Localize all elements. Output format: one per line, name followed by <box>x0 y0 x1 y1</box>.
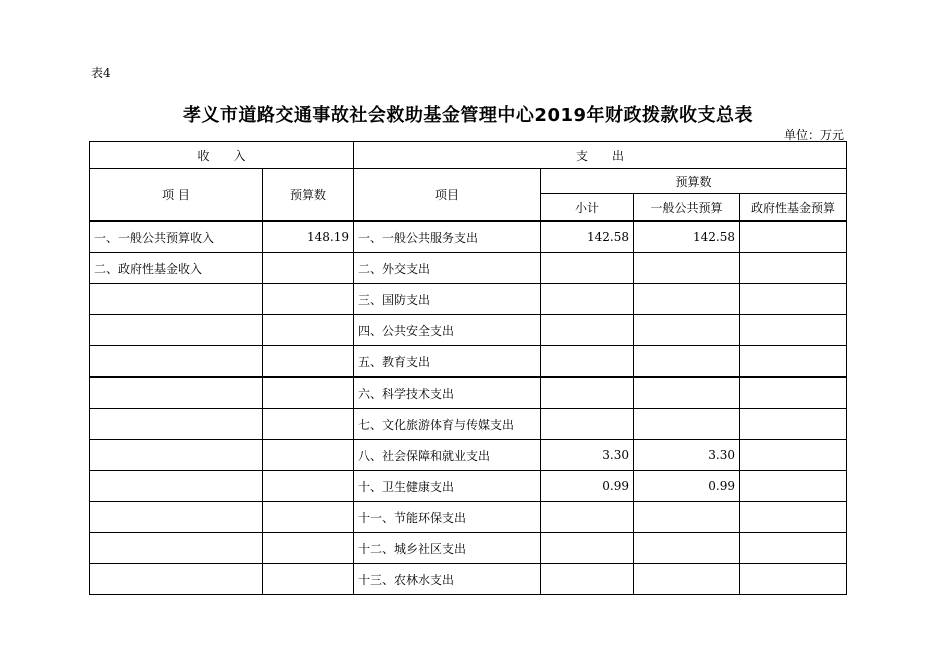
header-row-sections <box>90 142 847 169</box>
income-budget-cell: 148.19 <box>263 221 354 253</box>
income-item-cell <box>90 533 263 564</box>
income-item-cell <box>90 564 263 595</box>
general-budget-cell <box>634 564 740 595</box>
income-budget-cell <box>263 471 354 502</box>
table-row <box>90 253 847 284</box>
general-budget-cell <box>634 409 740 440</box>
subtotal-cell <box>541 315 634 346</box>
income-budget-cell <box>263 502 354 533</box>
subtotal-cell: 142.58 <box>541 221 634 253</box>
general-budget-cell <box>634 533 740 564</box>
expense-item-cell: 一、一般公共服务支出 <box>354 221 541 253</box>
general-budget-header: 一般公共预算 <box>634 194 740 222</box>
income-item-header: 项 目 <box>90 169 263 222</box>
table-row <box>90 409 847 440</box>
gov-fund-budget-cell <box>740 253 847 284</box>
expense-section-header: 支 出 <box>354 142 847 169</box>
expense-item-header: 项目 <box>354 169 541 222</box>
gov-fund-budget-cell <box>740 502 847 533</box>
gov-fund-budget-cell <box>740 471 847 502</box>
table-row <box>90 315 847 346</box>
gov-fund-budget-cell <box>740 221 847 253</box>
income-item-cell <box>90 377 263 409</box>
gov-fund-budget-cell <box>740 564 847 595</box>
income-item-cell <box>90 440 263 471</box>
document-title: 孝义市道路交通事故社会救助基金管理中心2019年财政拨款收支总表 <box>182 105 754 126</box>
income-item-cell <box>90 409 263 440</box>
general-budget-cell <box>634 502 740 533</box>
header-row-columns <box>90 169 847 194</box>
income-budget-cell <box>263 284 354 315</box>
expense-item-cell: 十、卫生健康支出 <box>354 471 541 502</box>
expense-item-cell: 二、外交支出 <box>354 253 541 284</box>
expense-item-cell: 三、国防支出 <box>354 284 541 315</box>
income-budget-cell <box>263 533 354 564</box>
income-budget-cell <box>263 564 354 595</box>
income-budget-cell <box>263 253 354 284</box>
subtotal-cell <box>541 346 634 378</box>
gov-fund-budget-cell <box>740 409 847 440</box>
finance-summary-table <box>89 141 847 595</box>
gov-fund-budget-cell <box>740 440 847 471</box>
subtotal-cell <box>541 284 634 315</box>
income-budget-header: 预算数 <box>263 169 354 222</box>
unit-label: 单位：万元 <box>783 128 844 142</box>
general-budget-cell <box>634 253 740 284</box>
subtotal-cell <box>541 377 634 409</box>
subtotal-cell <box>541 253 634 284</box>
expense-item-cell: 十一、节能环保支出 <box>354 502 541 533</box>
gov-fund-budget-cell <box>740 346 847 378</box>
table-row <box>90 502 847 533</box>
expense-item-cell: 五、教育支出 <box>354 346 541 378</box>
subtotal-cell <box>541 533 634 564</box>
gov-fund-budget-cell <box>740 533 847 564</box>
table-row <box>90 284 847 315</box>
subtotal-header: 小计 <box>541 194 634 222</box>
table-row <box>90 564 847 595</box>
income-item-cell <box>90 346 263 378</box>
general-budget-cell <box>634 284 740 315</box>
gov-fund-budget-cell <box>740 377 847 409</box>
subtotal-cell <box>541 564 634 595</box>
gov-fund-budget-cell <box>740 315 847 346</box>
income-item-cell <box>90 284 263 315</box>
income-item-cell <box>90 471 263 502</box>
table-row <box>90 377 847 409</box>
expense-item-cell: 七、文化旅游体育与传媒支出 <box>354 409 541 440</box>
expense-item-cell: 十三、农林水支出 <box>354 564 541 595</box>
general-budget-cell: 0.99 <box>634 471 740 502</box>
table-row <box>90 440 847 471</box>
income-budget-cell <box>263 315 354 346</box>
gov-fund-budget-header: 政府性基金预算 <box>740 194 847 222</box>
general-budget-cell <box>634 346 740 378</box>
table-row <box>90 533 847 564</box>
general-budget-cell <box>634 377 740 409</box>
gov-fund-budget-cell <box>740 284 847 315</box>
income-budget-cell <box>263 440 354 471</box>
income-section-header: 收 入 <box>90 142 354 169</box>
income-budget-cell <box>263 346 354 378</box>
general-budget-cell: 142.58 <box>634 221 740 253</box>
income-budget-cell <box>263 377 354 409</box>
table-row <box>90 346 847 378</box>
income-item-cell: 一、一般公共预算收入 <box>90 221 263 253</box>
income-item-cell: 二、政府性基金收入 <box>90 253 263 284</box>
table-row <box>90 221 847 253</box>
expense-budget-header: 预算数 <box>541 169 847 194</box>
general-budget-cell: 3.30 <box>634 440 740 471</box>
subtotal-cell <box>541 409 634 440</box>
expense-item-cell: 六、科学技术支出 <box>354 377 541 409</box>
subtotal-cell <box>541 502 634 533</box>
expense-item-cell: 八、社会保障和就业支出 <box>354 440 541 471</box>
expense-item-cell: 四、公共安全支出 <box>354 315 541 346</box>
income-item-cell <box>90 315 263 346</box>
subtotal-cell: 3.30 <box>541 440 634 471</box>
general-budget-cell <box>634 315 740 346</box>
income-item-cell <box>90 502 263 533</box>
table-row <box>90 471 847 502</box>
subtotal-cell: 0.99 <box>541 471 634 502</box>
table-number-label: 表4 <box>91 66 111 80</box>
expense-item-cell: 十二、城乡社区支出 <box>354 533 541 564</box>
income-budget-cell <box>263 409 354 440</box>
